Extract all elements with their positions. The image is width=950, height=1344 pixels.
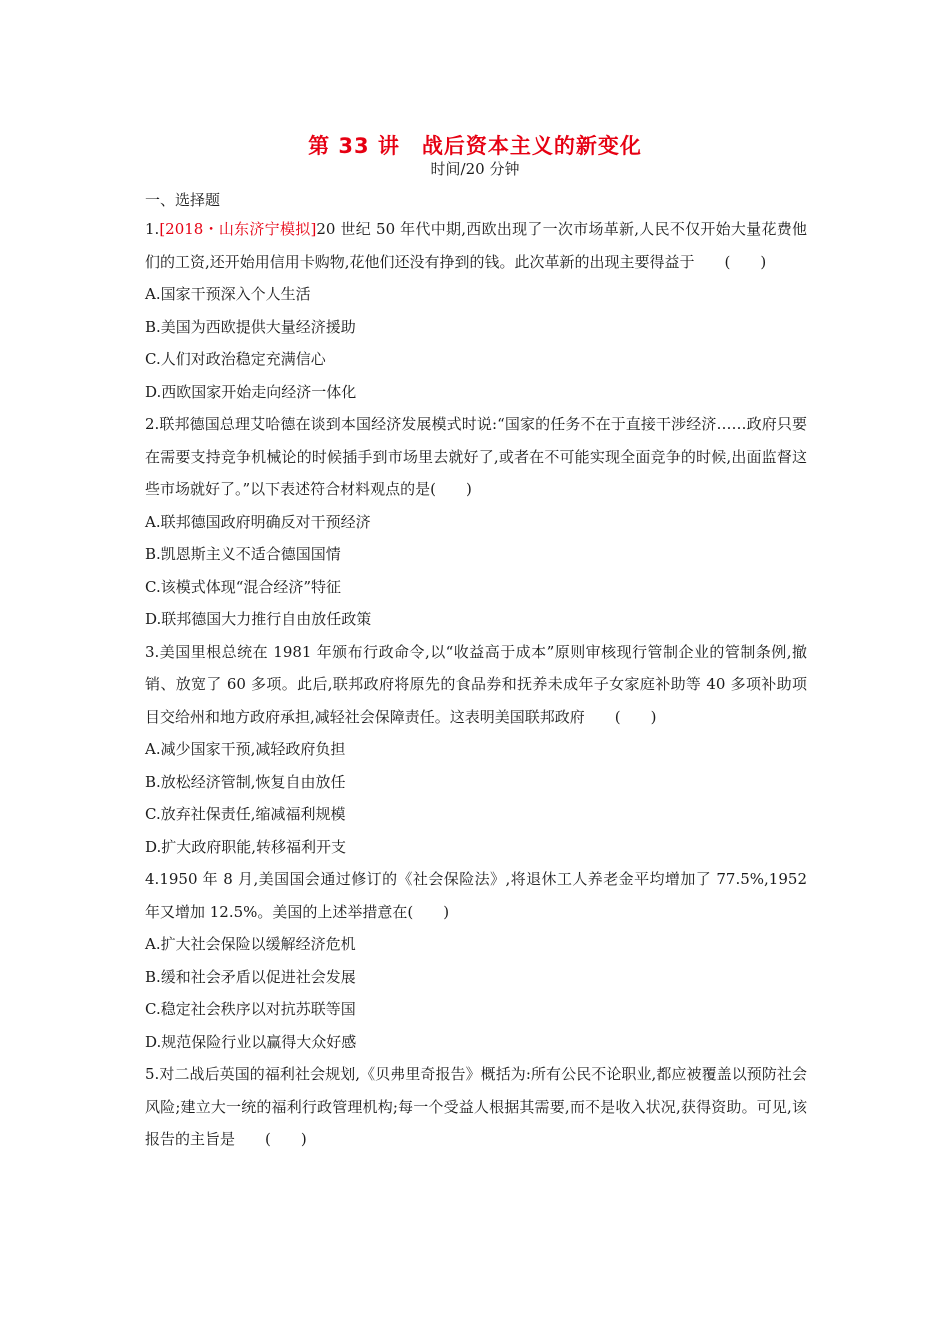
option-d: D.规范保险行业以赢得大众好感	[145, 1032, 357, 1051]
option-b: B.凯恩斯主义不适合德国国情	[145, 545, 341, 563]
option-b: B.放松经济管制,恢复自由放任	[145, 772, 346, 791]
question-number: 5.	[145, 1065, 160, 1083]
question-stem	[145, 408, 807, 506]
option-a: A.扩大社会保险以缓解经济危机	[145, 935, 356, 953]
option-a: A.联邦德国政府明确反对干预经济	[145, 512, 371, 531]
question-number: 1.	[145, 220, 160, 238]
question-list	[145, 213, 807, 1156]
question-stem	[145, 1058, 807, 1156]
question-number: 2.	[145, 415, 160, 433]
question-text: 20 世纪 50 年代中期,西欧出现了一次市场革新,人民不仅开始大量花费他们的工资,还开始用信用卡购物,花他们还没有挣到的钱。此次革新的出现主要得益于 ( )	[145, 220, 807, 271]
question-text: 美国里根总统在 1981 年颁布行政命令,以“收益高于成本”原则审核现行管制企业的管制条例,撤销、放宽了 60 多项。此后,联邦政府将原先的食品券和抚养未成年子女家庭补助等 40 多项补助项目交给州和地方政府承担,减轻社会保障责任。这表明美国联邦政府 ( )	[145, 642, 807, 726]
option-c: C.稳定社会秩序以对抗苏联等国	[145, 1000, 356, 1018]
option-d: D.西欧国家开始走向经济一体化	[145, 382, 357, 401]
option-c: C.人们对政治稳定充满信心	[145, 350, 326, 368]
question-5	[145, 1058, 807, 1156]
lesson-title: 第 33 讲 战后资本主义的新变化	[308, 134, 642, 158]
option-d: D.扩大政府职能,转移福利开支	[145, 837, 347, 856]
option-b: B.缓和社会矛盾以促进社会发展	[145, 967, 356, 986]
question-number: 4.	[145, 870, 160, 888]
question-stem	[145, 863, 807, 928]
option-c: C.该模式体现“混合经济”特征	[145, 577, 342, 596]
question-stem	[145, 213, 807, 278]
option-d: D.联邦德国大力推行自由放任政策	[145, 610, 372, 628]
option-a: A.减少国家干预,减轻政府负担	[145, 740, 346, 758]
question-source: [2018・山东济宁模拟]	[159, 220, 317, 238]
question-3	[145, 636, 807, 864]
option-a: A.国家干预深入个人生活	[145, 285, 311, 303]
question-text: 对二战后英国的福利社会规划,《贝弗里奇报告》概括为:所有公民不论职业,都应被覆盖以预防社会风险;建立大一统的福利行政管理机构;每一个受益人根据其需要,而不是收入状况,获得资助。可见,该报告的主旨是 ( )	[145, 1065, 807, 1148]
time-limit: 时间/20 分钟	[430, 160, 520, 178]
question-1	[145, 213, 807, 408]
question-4	[145, 863, 807, 1058]
question-number: 3.	[145, 642, 160, 661]
option-b: B.美国为西欧提供大量经济援助	[145, 317, 356, 336]
question-stem	[145, 636, 807, 734]
section-heading: 一、选择题	[145, 191, 221, 209]
question-text: 联邦德国总理艾哈德在谈到本国经济发展模式时说:“国家的任务不在于直接干涉经济……政府只要在需要支持竞争机械论的时候插手到市场里去就好了,或者在不可能实现全面竞争的时候,出面监督这些市场就好了。”以下表述符合材料观点的是( )	[145, 415, 807, 498]
question-text: 1950 年 8 月,美国国会通过修订的《社会保险法》,将退休工人养老金平均增加了 77.5%,1952 年又增加 12.5%。美国的上述举措意在( )	[145, 870, 807, 921]
option-c: C.放弃社保责任,缩减福利规模	[145, 805, 346, 823]
question-2	[145, 408, 807, 636]
